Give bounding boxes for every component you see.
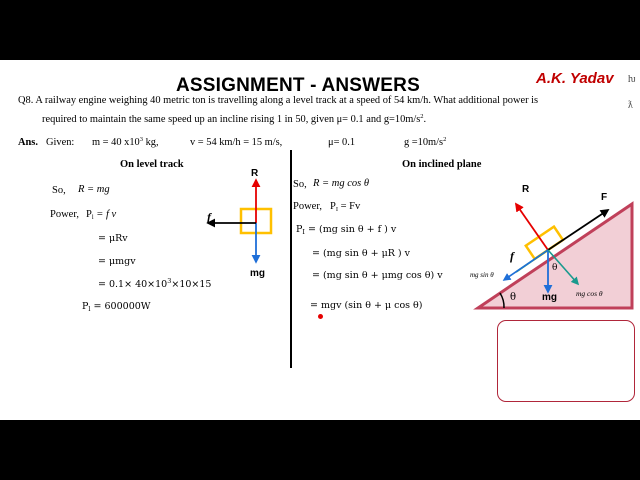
- question-line-2: [42, 113, 426, 127]
- column-divider: [290, 150, 292, 368]
- level-power-label: Power,: [50, 209, 80, 220]
- incline-heading: On inclined plane: [402, 159, 482, 170]
- given-velocity: v = 54 km/h = 15 m/s,: [190, 137, 283, 148]
- assignment-page: [0, 60, 640, 420]
- question-text-2: required to maintain the same speed up an incline rising 1 in 50, given μ= 0.1 and g=10m/s: [42, 114, 421, 125]
- level-step-1: = μRv: [98, 233, 128, 244]
- author-name: A.K. Yadav: [536, 70, 614, 87]
- given-mass: m = 40 $x10^3$ kg,: [92, 136, 159, 148]
- incline-power-eq: $P_I = Fv$: [330, 201, 361, 213]
- level-so-eq: R = mg: [78, 184, 110, 195]
- given-label: Given:: [46, 137, 75, 148]
- incline-power-label: Power,: [293, 201, 323, 212]
- incline-so-label: So,: [293, 179, 307, 190]
- level-label-f: f: [207, 210, 211, 224]
- incline-label-mg-sin: mg sin θ: [470, 271, 494, 279]
- level-step-2: = μmgv: [98, 256, 136, 267]
- presenter-video-frame: [497, 320, 635, 402]
- level-power-eq: $P_l = f$ v: [86, 209, 117, 221]
- incline-step-4: = mgv (sin θ + μ cos θ): [310, 300, 423, 311]
- level-label-mg: mg: [250, 268, 265, 279]
- question-line-1: [18, 94, 538, 108]
- given-mu: μ= 0.1: [328, 137, 356, 148]
- level-heading: On level track: [120, 159, 184, 170]
- level-step-3: = $0.1\times 40\times 10^3\times 10\times 15$: [98, 277, 212, 290]
- question-text-1: A railway engine weighing 40 metric ton is travelling along a level track at a speed of 54 km/h. What additional power is: [35, 95, 539, 106]
- incline-step-3: = (mg sin θ + μmg cos θ) v: [312, 270, 443, 281]
- incline-step-2: = (mg sin θ + μR ) v: [312, 248, 411, 259]
- incline-label-theta-small: θ: [552, 263, 558, 273]
- incline-angle-label: θ: [510, 292, 517, 303]
- incline-so-eq: R = mg cos θ: [313, 178, 369, 189]
- page-title: ASSIGNMENT - ANSWERS: [176, 75, 420, 96]
- incline-label-F: F: [601, 192, 608, 203]
- pointer-cursor-dot: [318, 314, 323, 319]
- incline-force-diagram: [470, 178, 640, 314]
- level-label-R: R: [251, 168, 259, 179]
- given-g: $g =10m/s^2$: [404, 136, 447, 148]
- level-force-diagram: [196, 164, 288, 282]
- ans-label: Ans.: [18, 137, 38, 148]
- question-exponent: 2: [420, 113, 424, 120]
- incline-label-mg: mg: [542, 292, 557, 303]
- question-end: .: [423, 114, 427, 125]
- level-so-label: So,: [52, 185, 66, 196]
- incline-label-mg-cos: mg cos θ: [576, 289, 603, 298]
- incline-label-R: R: [522, 184, 530, 195]
- incline-step-1: $P_I = (mg$ sin θ + f ) v: [296, 224, 397, 236]
- edge-mark: ƕ: [628, 74, 636, 85]
- question-number: Q8.: [18, 95, 34, 106]
- edge-mark: ƛ: [628, 100, 633, 111]
- incline-normal-arrow: [516, 204, 548, 250]
- level-result: $P_l = 600000W$: [82, 301, 151, 313]
- incline-label-f: f: [510, 249, 514, 263]
